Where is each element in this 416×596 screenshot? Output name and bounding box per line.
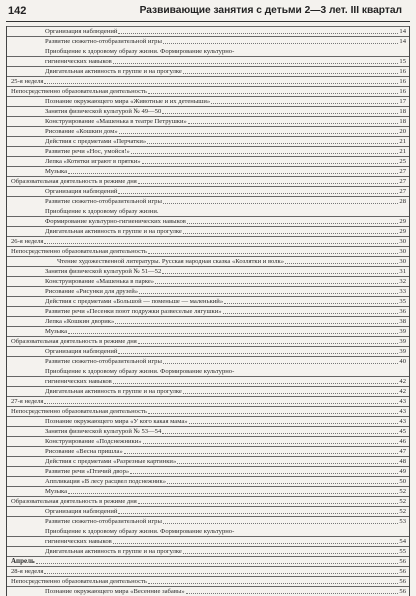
toc-entry-page: 29 <box>399 218 406 226</box>
dot-leader <box>142 162 399 164</box>
toc-entry <box>7 46 409 56</box>
dot-leader <box>36 562 399 564</box>
dot-leader <box>183 232 399 234</box>
dot-leader <box>113 542 399 544</box>
toc-entry <box>7 296 409 306</box>
dot-leader <box>143 442 399 444</box>
toc-entry-title: Формирование культурно-гигиенических навыков <box>45 218 186 226</box>
toc-entry-title: Организация наблюдений <box>45 28 118 36</box>
dot-leader <box>187 222 399 224</box>
toc-entry <box>7 186 409 196</box>
toc-entry-page: 20 <box>399 128 406 136</box>
dot-leader <box>148 92 399 94</box>
toc-entry-title: Музыка <box>45 328 68 336</box>
toc-entry-page: 21 <box>399 138 406 146</box>
toc-entry <box>7 326 409 336</box>
toc-entry <box>7 146 409 156</box>
toc-entry-page: 16 <box>399 78 406 86</box>
toc-entry-page: 56 <box>399 558 406 566</box>
toc-entry <box>7 566 409 576</box>
toc-entry-title: Непосредственно образовательная деятельность <box>11 408 147 416</box>
toc-entry-page: 38 <box>399 318 406 326</box>
toc-entry-page: 16 <box>399 88 406 96</box>
dot-leader <box>186 592 399 594</box>
toc-entry <box>7 286 409 296</box>
toc-entry-title: Развитие сюжетно-отобразительной игры <box>45 38 162 46</box>
dot-leader <box>223 312 399 314</box>
toc-entry-page: 35 <box>399 298 406 306</box>
dot-leader <box>188 122 399 124</box>
toc-entry-page: 45 <box>399 428 406 436</box>
toc-entry <box>7 196 409 206</box>
dot-leader <box>163 522 399 524</box>
toc-entry <box>7 556 409 566</box>
toc-entry <box>7 356 409 366</box>
dot-leader <box>167 482 398 484</box>
toc-entry-title: Организация наблюдений <box>45 188 118 196</box>
toc-entry-title: Конструирование «Машенька в театре Петрушки» <box>45 118 187 126</box>
dot-leader <box>148 412 399 414</box>
toc-entry <box>7 256 409 266</box>
toc-entry <box>7 246 409 256</box>
dot-leader <box>44 572 398 574</box>
toc-entry-title: Организация наблюдений <box>45 348 118 356</box>
toc-entry-title: гигиенических навыков <box>45 378 112 386</box>
toc-entry <box>7 436 409 446</box>
toc-entry-page: 16 <box>399 68 406 76</box>
dot-leader <box>118 192 398 194</box>
running-title: Развивающие занятия с детьми 2—3 лет. III квартал <box>139 5 402 16</box>
toc-entry <box>7 266 409 276</box>
toc-entry-title: Чтение художественной литературы. Русская народная сказка «Козлятки и волк» <box>57 258 285 266</box>
dot-leader <box>113 62 399 64</box>
toc-entry <box>7 486 409 496</box>
toc-entry-title: Развитие сюжетно-отобразительной игры <box>45 358 162 366</box>
dot-leader <box>119 132 399 134</box>
toc-entry <box>7 216 409 226</box>
toc-entry <box>7 26 409 36</box>
toc-entry-title: Образовательная деятельность в режиме дня <box>11 498 137 506</box>
toc-entry <box>7 536 409 546</box>
toc-entry <box>7 66 409 76</box>
toc-entry-page: 14 <box>399 38 406 46</box>
dot-leader <box>162 112 398 114</box>
toc-entry-title: Апрель <box>11 557 35 566</box>
toc-entry-page: 30 <box>399 248 406 256</box>
toc-entry-page: 52 <box>399 508 406 516</box>
toc-entry-title: Непосредственно образовательная деятельность <box>11 88 147 96</box>
toc-entry-title: Действия с предметами «Разрезные картинки» <box>45 458 177 466</box>
toc-entry-title: Развитие речи «Песенки поют подружки развеселые лягушки» <box>45 308 222 316</box>
toc-entry <box>7 226 409 236</box>
dot-leader <box>163 202 399 204</box>
toc-entry <box>7 126 409 136</box>
toc-entry-page: 42 <box>399 378 406 386</box>
dot-leader <box>189 422 399 424</box>
toc-entry-page: 39 <box>399 328 406 336</box>
toc-entry <box>7 306 409 316</box>
toc-entry-title: Развитие сюжетно-отобразительной игры <box>45 518 162 526</box>
toc-entry <box>7 56 409 66</box>
dot-leader <box>211 102 398 104</box>
toc-entry-title: Приобщение к здоровому образу жизни. Формирование культурно- <box>45 48 235 56</box>
dot-leader <box>163 42 399 44</box>
toc-entry-page: 36 <box>399 308 406 316</box>
toc-entry-page: 39 <box>399 338 406 346</box>
toc-entry-page: 55 <box>399 548 406 556</box>
toc-entry-page: 52 <box>399 498 406 506</box>
toc-entry-title: Рисование «Рисунки для друзей» <box>45 288 139 296</box>
toc-entry-title: Приобщение к здоровому образу жизни. Формирование культурно- <box>45 528 235 536</box>
toc-entry-page: 31 <box>399 268 406 276</box>
dot-leader <box>138 342 399 344</box>
toc-entry <box>7 156 409 166</box>
toc-entry <box>7 496 409 506</box>
toc-entry <box>7 466 409 476</box>
toc-entry-title: Познание окружающего мира «Животные и их детеныши» <box>45 98 211 106</box>
dot-leader <box>138 502 399 504</box>
toc-entry-title: гигиенических навыков <box>45 58 112 66</box>
toc-entry-page: 52 <box>399 488 406 496</box>
toc-entry-title: Развитие речи «Нос, умойся!» <box>45 148 130 156</box>
toc-entry-title: Непосредственно образовательная деятельность <box>11 578 147 586</box>
dot-leader <box>224 302 398 304</box>
toc-entry <box>7 396 409 406</box>
toc-entry-page: 18 <box>399 108 406 116</box>
toc-entry-title: 25-я неделя <box>11 78 44 86</box>
toc-entry-page: 27 <box>399 188 406 196</box>
toc-entry-page: 30 <box>399 238 406 246</box>
dot-leader <box>183 72 399 74</box>
toc-entry-page: 56 <box>399 568 406 576</box>
toc-entry-page: 56 <box>399 588 406 596</box>
dot-leader <box>148 582 399 584</box>
toc-entry-title: Организация наблюдений <box>45 508 118 516</box>
toc-entry-page: 53 <box>399 518 406 526</box>
page-header <box>0 0 416 22</box>
dot-leader <box>118 32 398 34</box>
toc-entry <box>7 456 409 466</box>
dot-leader <box>44 82 398 84</box>
toc-entry-page: 49 <box>399 468 406 476</box>
toc-entry-page: 15 <box>399 58 406 66</box>
toc-entry <box>7 206 409 216</box>
dot-leader <box>68 492 398 494</box>
toc-entry-title: Занятия физической культурой № 49—50 <box>45 108 162 116</box>
toc-entry-page: 32 <box>399 278 406 286</box>
toc-entry-title: Лепка «Котятки играют в прятки» <box>45 158 141 166</box>
toc-entry <box>7 516 409 526</box>
toc-entry-title: Непосредственно образовательная деятельность <box>11 248 147 256</box>
toc-entry <box>7 426 409 436</box>
toc-entry-page: 27 <box>399 168 406 176</box>
toc-entry-page: 43 <box>399 398 406 406</box>
toc-entry <box>7 416 409 426</box>
toc-entry-page: 14 <box>399 28 406 36</box>
toc-entry <box>7 526 409 536</box>
dot-leader <box>162 432 398 434</box>
toc-entry-page: 43 <box>399 418 406 426</box>
toc-entry-page: 27 <box>399 178 406 186</box>
toc-entry-page: 30 <box>399 258 406 266</box>
header-rule <box>6 21 410 22</box>
toc-entry-title: Конструирование «Подснежники» <box>45 438 142 446</box>
toc-entry-title: Образовательная деятельность в режиме дня <box>11 338 137 346</box>
dot-leader <box>285 262 398 264</box>
toc-entry-page: 46 <box>399 438 406 446</box>
toc-entry <box>7 446 409 456</box>
toc-entry-page: 48 <box>399 458 406 466</box>
dot-leader <box>163 362 399 364</box>
toc-entry <box>7 376 409 386</box>
toc-entry-page: 50 <box>399 478 406 486</box>
toc-entry-title: Занятия физической культурой № 51—52 <box>45 268 162 276</box>
toc-entry-page: 42 <box>399 388 406 396</box>
toc-entry <box>7 86 409 96</box>
toc-entry-title: Двигательная активность в группе и на прогулке <box>45 548 182 556</box>
toc-entry <box>7 106 409 116</box>
dot-leader <box>139 292 398 294</box>
toc-entry <box>7 546 409 556</box>
toc-entry <box>7 346 409 356</box>
toc-entry-title: Развитие речи «Птичий двор» <box>45 468 130 476</box>
table-of-contents <box>6 26 410 596</box>
toc-entry-title: Приобщение к здоровому образу жизни. Формирование культурно- <box>45 368 235 376</box>
toc-entry-page: 17 <box>399 98 406 106</box>
dot-leader <box>44 402 398 404</box>
dot-leader <box>177 462 398 464</box>
toc-entry-title: Двигательная активность в группе и на прогулке <box>45 68 182 76</box>
toc-entry-title: Приобщение к здоровому образу жизни. <box>45 208 159 216</box>
toc-entry-title: Познание окружающего мира «Весенние забавы» <box>45 588 185 596</box>
toc-entry-title: Лепка «Кошкин дворик» <box>45 318 115 326</box>
toc-entry <box>7 586 409 596</box>
toc-entry-title: Рисование «Весна пришла» <box>45 448 123 456</box>
dot-leader <box>138 182 399 184</box>
toc-entry-title: Конструирование «Машенька в парке» <box>45 278 155 286</box>
toc-entry-title: Занятия физической культурой № 53—54 <box>45 428 162 436</box>
dot-leader <box>148 252 399 254</box>
dot-leader <box>155 282 398 284</box>
toc-entry-page: 33 <box>399 288 406 296</box>
toc-entry-title: 28-я неделя <box>11 568 44 576</box>
toc-entry-title: 26-я неделя <box>11 238 44 246</box>
toc-entry-title: Двигательная активность в группе и на прогулке <box>45 388 182 396</box>
toc-entry <box>7 36 409 46</box>
toc-entry-title: Рисование «Кошкин дом» <box>45 128 118 136</box>
toc-entry-title: Музыка <box>45 168 68 176</box>
toc-entry-page: 40 <box>399 358 406 366</box>
toc-entry <box>7 116 409 126</box>
toc-entry <box>7 96 409 106</box>
toc-entry-page: 18 <box>399 118 406 126</box>
toc-entry <box>7 366 409 376</box>
toc-entry-page: 43 <box>399 408 406 416</box>
dot-leader <box>131 152 399 154</box>
toc-entry-page: 25 <box>399 158 406 166</box>
toc-entry-page: 29 <box>399 228 406 236</box>
toc-entry-page: 47 <box>399 448 406 456</box>
dot-leader <box>147 142 398 144</box>
toc-entry <box>7 506 409 516</box>
toc-entry <box>7 276 409 286</box>
dot-leader <box>183 392 399 394</box>
dot-leader <box>68 332 398 334</box>
dot-leader <box>115 322 398 324</box>
toc-entry <box>7 316 409 326</box>
toc-entry-title: 27-я неделя <box>11 398 44 406</box>
toc-entry <box>7 386 409 396</box>
toc-entry-title: Образовательная деятельность в режиме дня <box>11 178 137 186</box>
toc-entry-title: Познание окружающего мира «У кого какая мама» <box>45 418 188 426</box>
toc-entry-page: 39 <box>399 348 406 356</box>
dot-leader <box>124 452 399 454</box>
toc-entry-title: Развитие сюжетно-отобразительной игры <box>45 198 162 206</box>
dot-leader <box>68 172 398 174</box>
toc-entry <box>7 476 409 486</box>
toc-entry <box>7 576 409 586</box>
toc-entry <box>7 166 409 176</box>
toc-entry-title: Действия с предметами «Перчатки» <box>45 138 147 146</box>
toc-entry-page: 56 <box>399 578 406 586</box>
page-number: 142 <box>8 5 27 17</box>
dot-leader <box>113 382 399 384</box>
dot-leader <box>130 472 398 474</box>
toc-entry-title: Музыка <box>45 488 68 496</box>
toc-entry-title: Действия с предметами «Большой — поменьше — маленький» <box>45 298 224 306</box>
toc-entry <box>7 76 409 86</box>
toc-entry-page: 54 <box>399 538 406 546</box>
toc-entry-title: гигиенических навыков <box>45 538 112 546</box>
dot-leader <box>44 242 398 244</box>
toc-entry <box>7 236 409 246</box>
toc-entry-title: Двигательная активность в группе и на прогулке <box>45 228 182 236</box>
toc-entry <box>7 406 409 416</box>
toc-entry <box>7 176 409 186</box>
dot-leader <box>118 352 398 354</box>
dot-leader <box>183 552 399 554</box>
toc-entry-page: 21 <box>399 148 406 156</box>
toc-entry <box>7 336 409 346</box>
dot-leader <box>118 512 398 514</box>
toc-entry-page: 28 <box>399 198 406 206</box>
toc-entry <box>7 136 409 146</box>
dot-leader <box>162 272 398 274</box>
toc-entry-title: Аппликация «В лесу расцвел подснежник» <box>45 478 167 486</box>
